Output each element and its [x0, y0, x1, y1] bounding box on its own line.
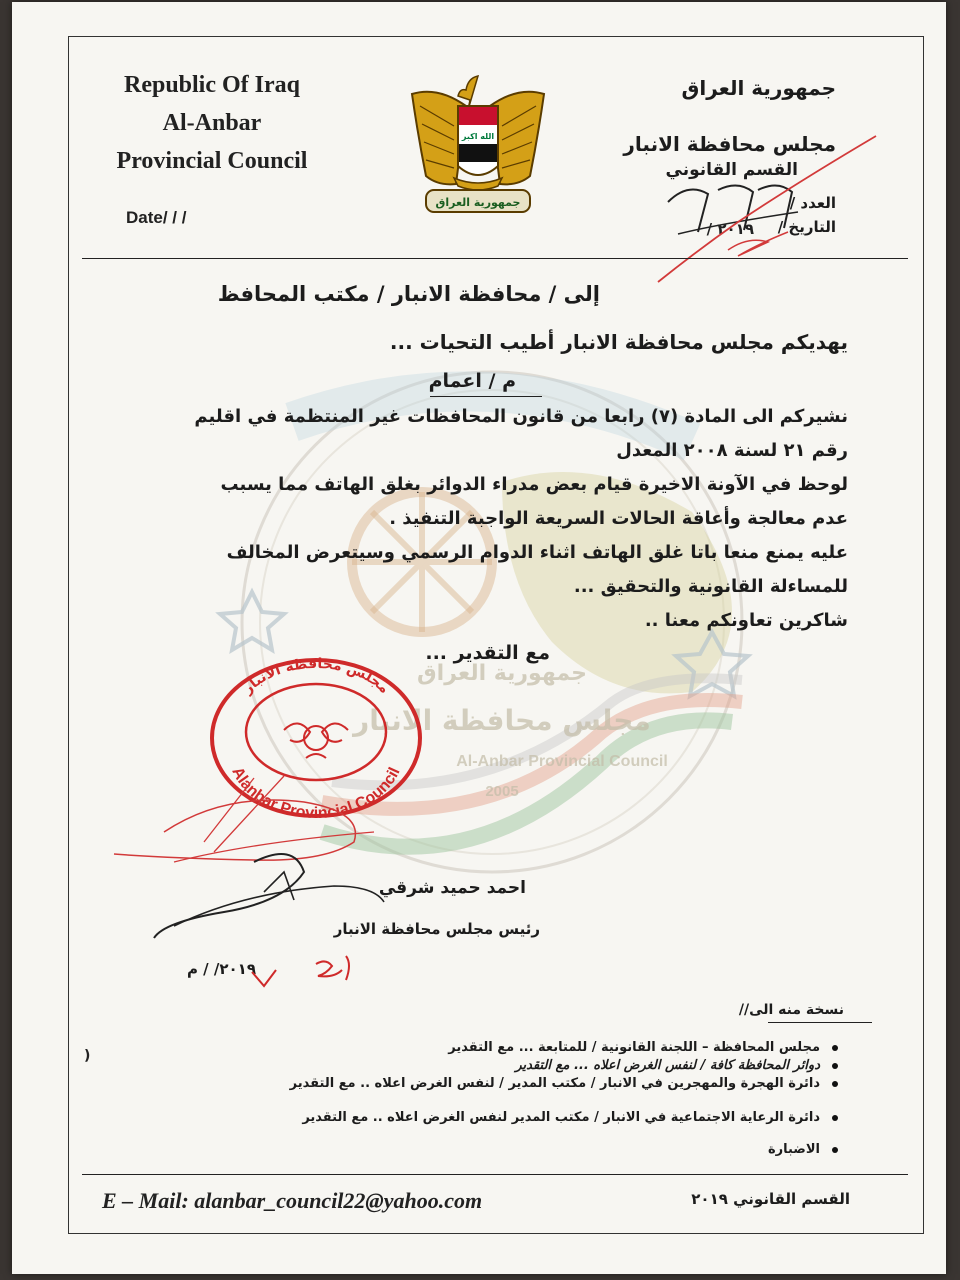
body-line-2: رقم ٢١ لسنة ٢٠٠٨ المعدل — [616, 440, 848, 461]
letterhead-ar-line-1: جمهورية العراق — [681, 76, 836, 100]
copy-item-5 — [768, 1142, 838, 1157]
body-line-4: عدم معالجة وأعاقة الحالات السريعة الواجبة التنفيذ . — [389, 508, 848, 529]
letterhead-en-line-2: Al-Anbar — [162, 110, 262, 136]
body-line-3: لوحظ في الآونة الاخيرة قيام بعض مدراء الدوائر بغلق الهاتف مما يسبب — [220, 474, 848, 495]
copy-item-text: مجلس المحافظة – اللجنة القانونية / للمتابعة ... مع التقدير — [448, 1040, 820, 1055]
watermark-line1: جمهورية العراق — [417, 661, 587, 686]
emblem-banner-text: جمهورية العراق — [435, 196, 521, 209]
date-label-en: Date/ / / — [126, 208, 187, 227]
copy-item-text: دوائر المحافظة كافة / لنفس الغرض اعلاه ... مع التقدير — [515, 1058, 820, 1073]
copy-item-text: الاضبارة — [767, 1142, 820, 1157]
letterhead-ar-line-2: مجلس محافظة الانبار — [623, 132, 836, 156]
letter-body — [88, 400, 848, 638]
letterhead-en — [104, 66, 320, 180]
letterhead-en-line-3: Provincial Council — [116, 148, 308, 174]
recipient-line: إلى / محافظة الانبار / مكتب المحافظ — [217, 282, 600, 306]
copy-item-4 — [302, 1110, 838, 1125]
closing-parenthesis: ) — [84, 1048, 91, 1064]
copy-item-text: دائرة الهجرة والمهجرين في الانبار / مكتب المدير / لنفس الغرض اعلاه .. مع التقدير — [289, 1076, 820, 1091]
bullet-icon — [832, 1147, 838, 1153]
legal-department-label: القسم القانوني — [665, 160, 798, 180]
copy-item-1 — [448, 1040, 838, 1055]
bullet-icon — [832, 1115, 838, 1121]
copies-title-underline — [768, 1022, 872, 1023]
stamp-inner-text: مجلس محافظة الانبار — [239, 655, 393, 697]
signature-date: ٢٠١٩/ / م — [186, 960, 256, 978]
body-line-5: عليه يمنع منعا باتا غلق الهاتف اثناء الدوام الرسمي وسيتعرض المخالف — [226, 542, 848, 563]
copy-item-2 — [515, 1058, 838, 1073]
subject-underline — [430, 396, 542, 397]
watermark-line2: مجلس محافظة الانبار — [353, 704, 651, 737]
signer-name: احمد حميد شرقي — [378, 878, 526, 898]
watermark-year: 2005 — [485, 783, 519, 800]
footer-rule — [82, 1174, 908, 1175]
letter-page — [12, 2, 946, 1274]
bullet-icon — [832, 1045, 838, 1051]
header-rule — [82, 258, 908, 259]
reference-number-label: العدد / — [789, 194, 836, 212]
date-label-ar: التاريخ / — [777, 218, 836, 236]
stamp-outer-text: Alanbar Provincial Council — [228, 764, 404, 823]
council-email: E – Mail: alanbar_council22@yahoo.com — [102, 1188, 483, 1213]
signer-title: رئيس مجلس محافظة الانبار — [333, 920, 540, 938]
red-pen-mark — [638, 132, 878, 292]
bullet-icon — [832, 1081, 838, 1087]
emblem-flag-text: الله اكبر — [461, 132, 495, 141]
subject-line: م / اعمام — [428, 370, 516, 392]
date-value-ar: / ٢٠١٩ — [706, 220, 754, 238]
closing-line: مع التقدير ... — [425, 642, 550, 664]
greeting-line: يهديكم مجلس محافظة الانبار أطيب التحيات ... — [389, 330, 848, 354]
body-line-6: للمساءلة القانونية والتحقيق ... — [573, 576, 848, 597]
watermark-line3: Al-Anbar Provincial Council — [456, 753, 668, 770]
bullet-icon — [832, 1063, 838, 1069]
iraq-eagle-emblem — [408, 66, 548, 216]
letterhead-en-line-1: Republic Of Iraq — [123, 72, 300, 98]
body-line-1: نشيركم الى المادة (٧) رابعا من قانون المحافظات غير المنتظمة في اقليم — [194, 406, 848, 427]
copy-item-text: دائرة الرعاية الاجتماعية في الانبار / مكتب المدير لنفس الغرض اعلاه .. مع التقدير — [302, 1110, 820, 1125]
body-line-7: شاكرين تعاونكم معنا .. — [644, 610, 848, 631]
handwritten-date-digits — [246, 952, 356, 988]
footer-department-year: القسم القانوني ٢٠١٩ — [691, 1190, 850, 1208]
copy-item-3 — [290, 1076, 838, 1091]
copies-title: نسخة منه الى// — [738, 1002, 844, 1018]
